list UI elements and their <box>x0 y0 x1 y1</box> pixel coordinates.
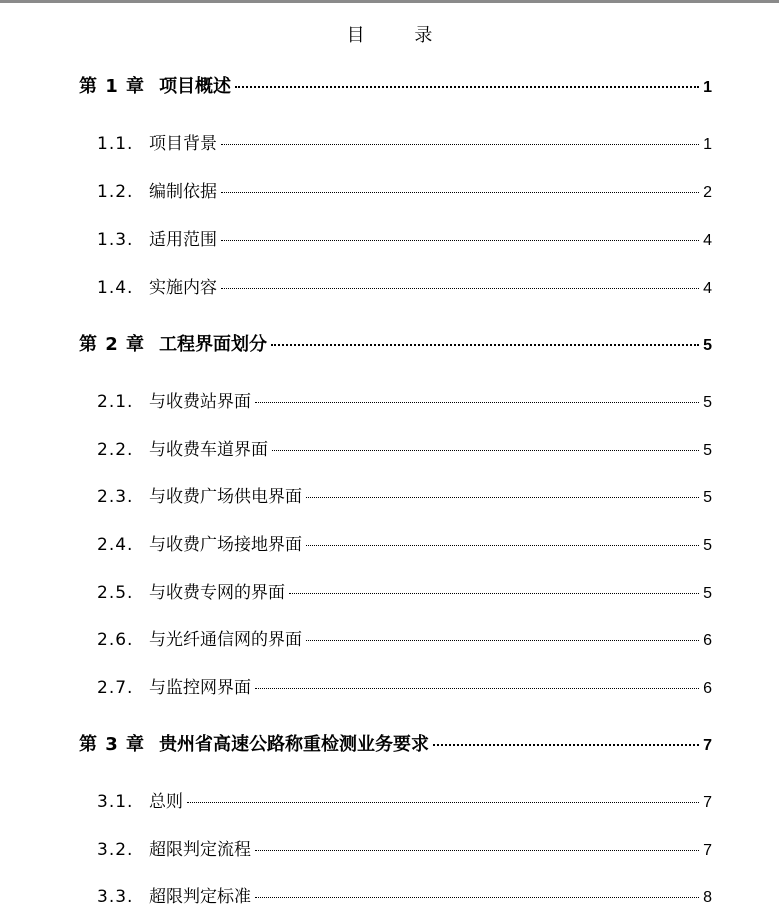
toc-entry-page-number: 7 <box>703 737 712 754</box>
toc-entry-number: 1.2. <box>97 182 134 202</box>
toc-entry-title: 与收费站界面 <box>149 392 251 412</box>
toc-entry-title: 超限判定标准 <box>149 887 251 907</box>
toc-entry-number: 3.1. <box>97 792 134 812</box>
toc-section-entry[interactable] <box>97 387 712 412</box>
toc-entry-number: 第 2 章 <box>79 334 146 355</box>
toc-entry-number: 第 1 章 <box>79 76 146 97</box>
toc-entry-number: 2.1. <box>97 392 134 412</box>
toc-entry-title: 贵州省高速公路称重检测业务要求 <box>159 734 430 755</box>
toc-dot-leader <box>306 545 699 546</box>
toc-section-entry[interactable] <box>97 835 712 860</box>
toc-section-entry[interactable] <box>97 435 712 460</box>
toc-entry-page-number: 5 <box>703 394 712 411</box>
toc-entry-page-number: 5 <box>703 537 712 554</box>
toc-entry-number: 1.4. <box>97 278 134 298</box>
toc-entry-number: 1.1. <box>97 134 134 154</box>
toc-dot-leader <box>221 192 699 193</box>
toc-entry-title: 与收费车道界面 <box>149 440 268 460</box>
toc-entry-page-number: 6 <box>703 632 712 649</box>
toc-entry-title: 与收费专网的界面 <box>149 583 285 603</box>
toc-entry-title: 工程界面划分 <box>159 334 268 355</box>
toc-entry-title: 实施内容 <box>149 278 217 298</box>
toc-entry-title: 编制依据 <box>149 182 217 202</box>
toc-entry-title: 项目背景 <box>149 134 217 154</box>
top-border <box>0 0 779 3</box>
toc-dot-leader <box>289 593 699 594</box>
toc-dot-leader <box>221 288 699 289</box>
toc-entry-number: 3.2. <box>97 840 134 860</box>
toc-entry-number: 2.2. <box>97 440 134 460</box>
toc-dot-leader <box>271 344 699 346</box>
toc-entry-number: 第 3 章 <box>79 734 146 755</box>
toc-section-entry[interactable] <box>97 787 712 812</box>
toc-entry-page-number: 4 <box>703 232 712 249</box>
toc-section-entry[interactable] <box>97 225 712 250</box>
toc-dot-leader <box>255 897 699 898</box>
toc-section-entry[interactable] <box>97 578 712 603</box>
toc-section-entry[interactable] <box>97 273 712 298</box>
toc-entry-title: 项目概述 <box>159 76 232 97</box>
toc-section-entry[interactable] <box>97 882 712 907</box>
toc-entry-title: 适用范围 <box>149 230 217 250</box>
toc-entry-title: 与收费广场供电界面 <box>149 487 302 507</box>
toc-entry-page-number: 7 <box>703 794 712 811</box>
toc-entry-number: 2.3. <box>97 487 134 507</box>
toc-section-entry[interactable] <box>97 673 712 698</box>
toc-dot-leader <box>306 497 699 498</box>
toc-entry-title: 与监控网界面 <box>149 678 251 698</box>
toc-chapter-entry[interactable] <box>79 730 712 756</box>
toc-section-entry[interactable] <box>97 129 712 154</box>
toc-section-entry[interactable] <box>97 482 712 507</box>
toc-entry-title: 与收费广场接地界面 <box>149 535 302 555</box>
toc-entry-title: 超限判定流程 <box>149 840 251 860</box>
toc-entry-number: 2.6. <box>97 630 134 650</box>
toc-entry-page-number: 4 <box>703 280 712 297</box>
toc-entry-page-number: 7 <box>703 842 712 859</box>
toc-section-entry[interactable] <box>97 530 712 555</box>
toc-dot-leader <box>306 640 699 641</box>
toc-entry-number: 2.7. <box>97 678 134 698</box>
toc-dot-leader <box>255 688 699 689</box>
toc-entry-page-number: 5 <box>703 585 712 602</box>
toc-entry-title: 与光纤通信网的界面 <box>149 630 302 650</box>
toc-chapter-entry[interactable] <box>79 330 712 356</box>
toc-entry-number: 2.4. <box>97 535 134 555</box>
toc-entry-page-number: 2 <box>703 184 712 201</box>
toc-entry-number: 3.3. <box>97 887 134 907</box>
toc-dot-leader <box>255 850 699 851</box>
toc-dot-leader <box>187 802 699 803</box>
toc-entry-page-number: 1 <box>703 136 712 153</box>
toc-dot-leader <box>255 402 699 403</box>
toc-dot-leader <box>272 450 699 451</box>
toc-dot-leader <box>221 240 699 241</box>
toc-entry-page-number: 8 <box>703 889 712 906</box>
toc-entry-page-number: 5 <box>703 337 712 354</box>
toc-section-entry[interactable] <box>97 625 712 650</box>
toc-section-entry[interactable] <box>97 177 712 202</box>
toc-dot-leader <box>235 86 699 88</box>
toc-dot-leader <box>433 744 699 746</box>
toc-entry-page-number: 5 <box>703 442 712 459</box>
toc-dot-leader <box>221 144 699 145</box>
toc-title: 目 录 <box>346 25 455 46</box>
toc-entry-page-number: 6 <box>703 680 712 697</box>
toc-entry-number: 2.5. <box>97 583 134 603</box>
toc-entry-title: 总则 <box>149 792 183 812</box>
toc-entry-page-number: 1 <box>703 79 712 96</box>
toc-chapter-entry[interactable] <box>79 72 712 98</box>
toc-entry-number: 1.3. <box>97 230 134 250</box>
toc-entry-page-number: 5 <box>703 489 712 506</box>
